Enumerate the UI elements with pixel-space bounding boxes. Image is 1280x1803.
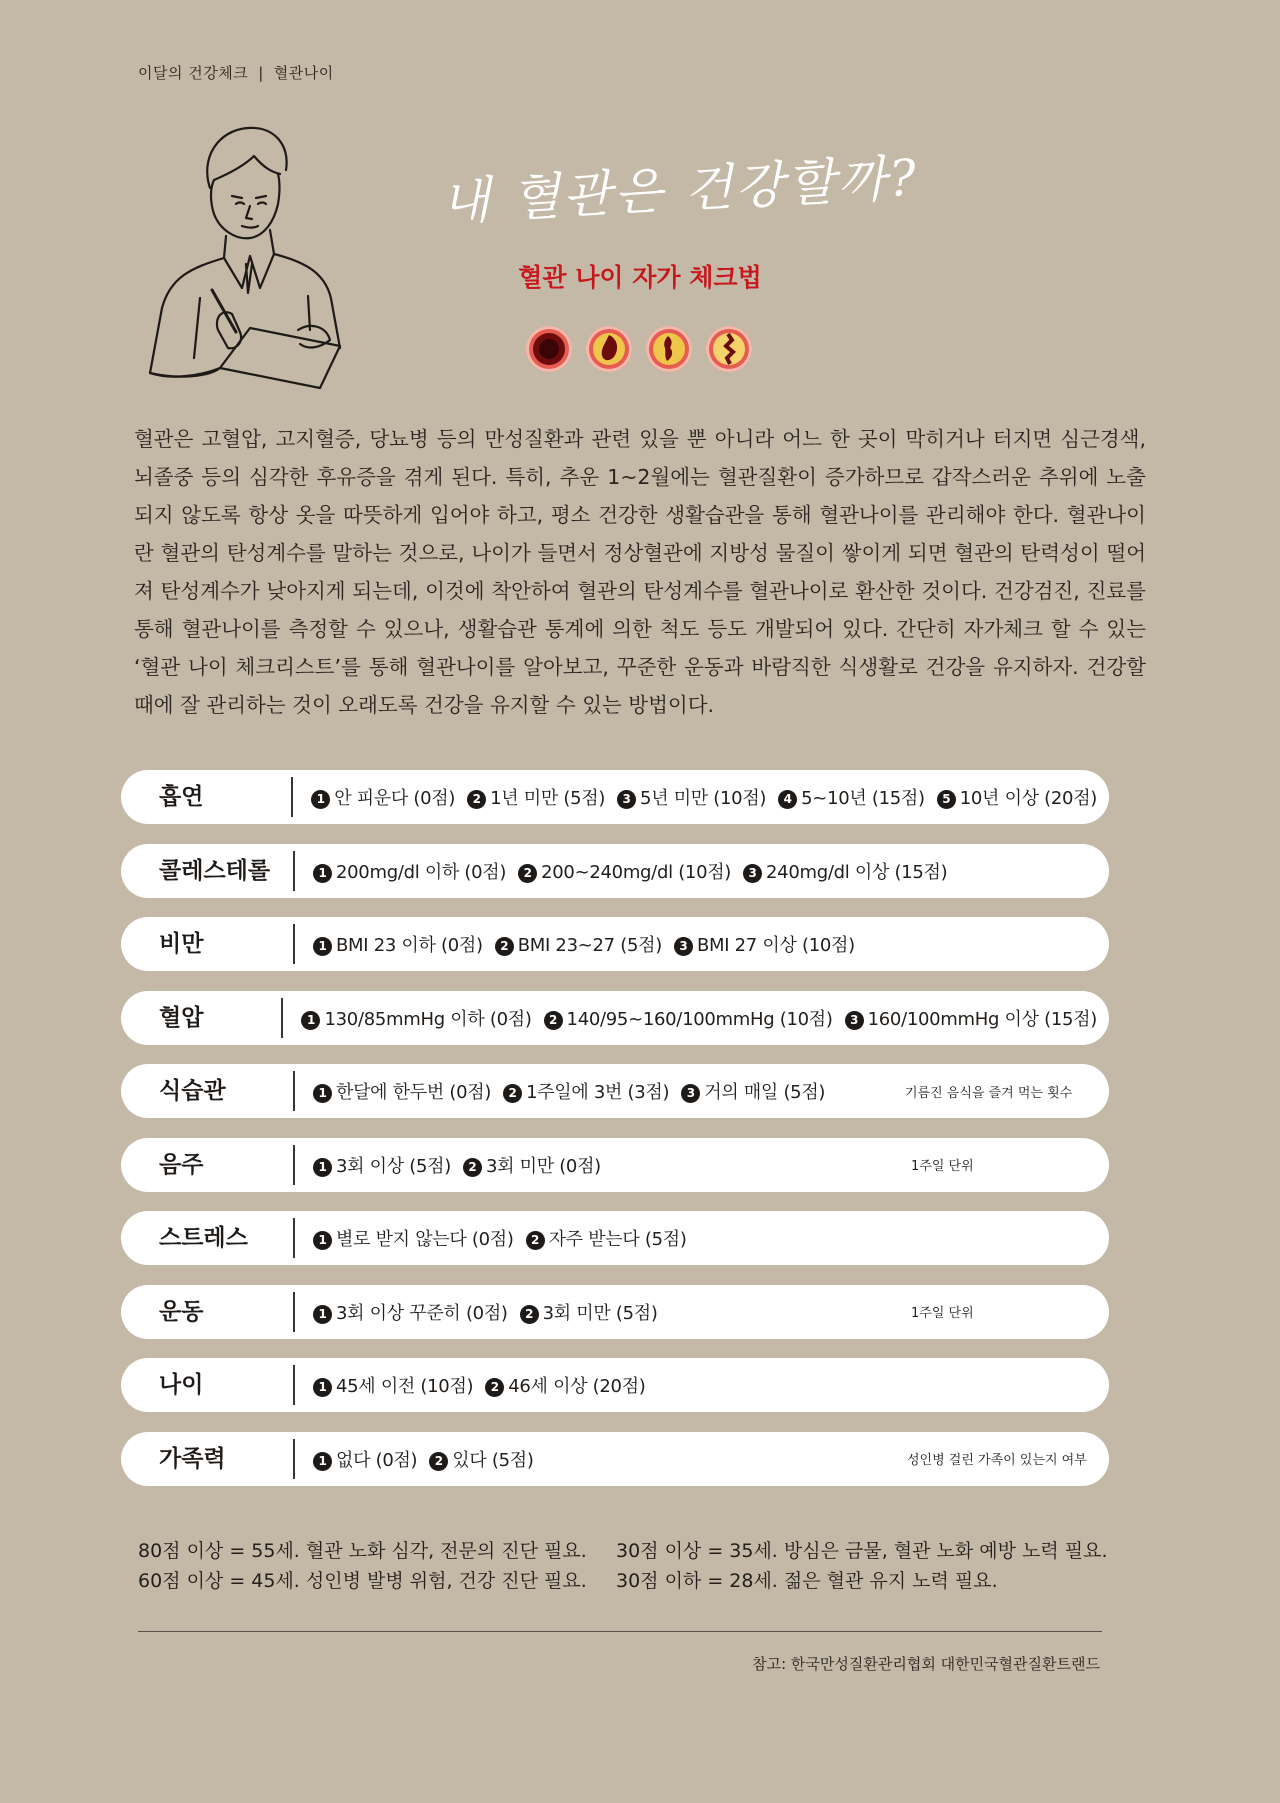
option-number-badge: 2 <box>495 937 514 956</box>
checklist-category: 운동 <box>121 1292 295 1332</box>
option-text: BMI 23~27 (5점) <box>517 935 662 956</box>
checklist-note: 1주일 단위 <box>911 1306 974 1321</box>
option-text: 없다 (0점) <box>336 1449 418 1471</box>
checklist-category: 혈압 <box>121 998 283 1038</box>
checklist-category: 흡연 <box>121 777 293 817</box>
checklist-option <box>313 1229 514 1250</box>
option-text: 3회 이상 (5점) <box>336 1155 451 1177</box>
option-number-badge: 2 <box>485 1378 504 1397</box>
option-text: 46세 이상 (20점) <box>508 1376 646 1397</box>
doctor-writing-illustration <box>140 118 370 408</box>
checklist-option <box>313 935 483 956</box>
result-item: 30점 이상 = 35세. 방심은 금물, 혈관 노화 예방 노력 필요. <box>616 1540 1108 1562</box>
score-results <box>138 1536 1128 1596</box>
checklist-row <box>121 1138 1109 1192</box>
option-number-badge: 2 <box>520 1305 539 1324</box>
checklist-options <box>295 1078 837 1104</box>
checklist-option <box>503 1082 669 1103</box>
option-text: 5년 미만 (10점) <box>640 788 767 809</box>
checklist-row <box>121 770 1109 824</box>
checklist-option <box>845 1009 1097 1030</box>
checklist-option <box>313 862 506 883</box>
option-text: 1주일에 3번 (3점) <box>526 1082 670 1103</box>
option-number-badge: 3 <box>617 790 636 809</box>
option-number-badge: 3 <box>674 937 693 956</box>
option-number-badge: 1 <box>301 1011 320 1030</box>
option-number-badge: 2 <box>526 1231 545 1250</box>
vessel-clogged-icon <box>646 326 692 372</box>
header-topic: 혈관나이 <box>273 64 334 82</box>
checklist-category: 콜레스테롤 <box>121 851 295 891</box>
option-number-badge: 1 <box>313 864 332 883</box>
option-text: 160/100mmHg 이상 (15점) <box>867 1008 1097 1030</box>
checklist-note: 기름진 음식을 즐겨 먹는 횟수 <box>905 1085 1073 1101</box>
option-number-badge: 1 <box>313 1452 332 1471</box>
checklist-option <box>301 1009 531 1030</box>
option-number-badge: 2 <box>518 864 537 883</box>
option-number-badge: 1 <box>313 1378 332 1397</box>
page-title: 내 혈관은 건강할까? <box>440 148 921 232</box>
checklist-option <box>544 1009 833 1030</box>
divider <box>138 1631 1102 1632</box>
checklist-option <box>617 788 766 809</box>
option-text: 130/85mmHg 이하 (0점) <box>324 1008 532 1030</box>
vessel-ruptured-icon <box>706 326 752 372</box>
vessel-narrowing-icon <box>586 326 632 372</box>
checklist-row <box>121 1358 1109 1412</box>
option-number-badge: 2 <box>429 1452 448 1471</box>
option-number-badge: 1 <box>313 1084 332 1103</box>
checklist-options <box>295 1372 658 1398</box>
option-text: 200mg/dl 이하 (0점) <box>336 861 507 883</box>
checklist-row <box>121 1211 1109 1265</box>
checklist-option <box>467 788 605 809</box>
option-text: 1년 미만 (5점) <box>490 788 606 809</box>
checklist-option <box>526 1229 687 1250</box>
option-text: 별로 받지 않는다 (0점) <box>336 1229 514 1250</box>
option-text: 3회 미만 (5점) <box>542 1302 658 1324</box>
option-text: 거의 매일 (5점) <box>704 1082 826 1103</box>
option-number-badge: 1 <box>313 1305 332 1324</box>
checklist-category: 비만 <box>121 924 295 964</box>
option-number-badge: 4 <box>778 790 797 809</box>
option-text: 45세 이전 (10점) <box>336 1376 474 1397</box>
vessel-healthy-icon <box>526 326 572 372</box>
checklist-category: 나이 <box>121 1365 295 1405</box>
option-number-badge: 2 <box>503 1084 522 1103</box>
option-number-badge: 3 <box>681 1084 700 1103</box>
checklist-option <box>495 935 662 956</box>
checklist-options <box>295 1299 670 1325</box>
checklist-option <box>674 935 855 956</box>
checklist-options <box>295 1446 546 1472</box>
option-text: 있다 (5점) <box>452 1449 534 1471</box>
option-text: 자주 받는다 (5점) <box>548 1229 687 1250</box>
checklist-option <box>313 1450 417 1471</box>
checklist-category: 가족력 <box>121 1439 295 1479</box>
reference-note: 참고: 한국만성질환관리협회 대한민국혈관질환트랜드 <box>752 1655 1100 1673</box>
checklist-option <box>313 1376 473 1397</box>
checklist-options <box>295 1225 699 1251</box>
option-number-badge: 1 <box>313 1231 332 1250</box>
header-tag <box>138 62 334 83</box>
checklist-option <box>520 1303 658 1324</box>
checklist-option <box>313 1303 508 1324</box>
header-section: 이달의 건강체크 <box>138 64 249 82</box>
checklist-row <box>121 1285 1109 1339</box>
option-number-badge: 2 <box>463 1158 482 1177</box>
option-text: BMI 23 이하 (0점) <box>336 935 483 956</box>
checklist-options <box>295 1152 613 1178</box>
checklist-option <box>485 1376 645 1397</box>
intro-paragraph: 혈관은 고혈압, 고지혈증, 당뇨병 등의 만성질환과 관련 있을 뿐 아니라 어느 한 곳이 막히거나 터지면 심근경색, 뇌졸중 등의 심각한 후유증을 겪게 된다. 특히, 추운 1~2월에는 혈관질환이 증가하므로 갑작스러운 추위에 노출되지 않도록 항상 옷을 따뜻하게 입어야 하고, 평소 건강한 생활습관을 통해 혈관나이를 관리해야 한다. 혈관나이란 혈관의 탄성계수를 말하는 것으로, 나이가 들면서 정상혈관에 지방성 물질이 쌓이게 되면 혈관의 탄력성이 떨어져 탄성계수가 낮아지게 되는데, 이것에 착안하여 혈관의 탄성계수를 혈관나이로 환산한 것이다. 건강검진, 진료를 통해 혈관나이를 측정할 수 있으나, 생활습관 통계에 의한 척도 등도 개발되어 있다. 간단히 자가체크 할 수 있는 ‘혈관 나이 체크리스트’를 통해 혈관나이를 알아보고, 꾸준한 운동과 바람직한 식생활로 건강을 유지하자. 건강할 때에 잘 관리하는 것이 오래도록 건강을 유지할 수 있는 방법이다. <box>134 427 1146 717</box>
vessel-icons <box>526 326 756 374</box>
option-text: 240mg/dl 이상 (15점) <box>766 861 948 883</box>
result-item: 80점 이상 = 55세. 혈관 노화 심각, 전문의 진단 필요. <box>138 1540 587 1562</box>
checklist-table <box>121 770 1109 1505</box>
checklist-row <box>121 1064 1109 1118</box>
header-separator: | <box>258 64 264 82</box>
checklist-option <box>743 862 947 883</box>
result-item: 30점 이하 = 28세. 젊은 혈관 유지 노력 필요. <box>616 1570 998 1592</box>
option-number-badge: 2 <box>544 1011 563 1030</box>
option-number-badge: 1 <box>313 1158 332 1177</box>
checklist-row <box>121 917 1109 971</box>
option-text: 3회 이상 꾸준히 (0점) <box>336 1302 508 1324</box>
checklist-category: 음주 <box>121 1145 295 1185</box>
checklist-note: 성인병 걸린 가족이 있는지 여부 <box>907 1453 1087 1468</box>
checklist-option <box>518 862 731 883</box>
checklist-option <box>463 1156 601 1177</box>
checklist-row <box>121 844 1109 898</box>
checklist-option <box>429 1450 533 1471</box>
option-text: 10년 이상 (20점) <box>959 788 1097 809</box>
option-number-badge: 5 <box>937 790 956 809</box>
option-text: BMI 27 이상 (10점) <box>696 935 855 956</box>
option-text: 200~240mg/dl (10점) <box>541 861 732 883</box>
checklist-option <box>778 788 925 809</box>
checklist-option <box>937 788 1097 809</box>
checklist-options <box>295 858 959 884</box>
checklist-option <box>681 1082 825 1103</box>
option-number-badge: 3 <box>845 1011 864 1030</box>
checklist-row <box>121 991 1109 1045</box>
checklist-options <box>283 1005 1109 1031</box>
page-subtitle: 혈관 나이 자가 체크법 <box>518 263 762 292</box>
checklist-category: 스트레스 <box>121 1218 295 1258</box>
option-text: 140/95~160/100mmHg (10점) <box>566 1008 833 1030</box>
result-item: 60점 이상 = 45세. 성인병 발병 위험, 건강 진단 필요. <box>138 1570 587 1592</box>
checklist-options <box>295 931 867 957</box>
checklist-category: 식습관 <box>121 1071 295 1111</box>
checklist-option <box>313 1082 491 1103</box>
checklist-note: 1주일 단위 <box>911 1159 974 1174</box>
option-text: 5~10년 (15점) <box>801 788 925 809</box>
option-number-badge: 1 <box>311 790 330 809</box>
option-number-badge: 2 <box>467 790 486 809</box>
checklist-option <box>311 788 455 809</box>
checklist-options <box>293 784 1109 810</box>
option-text: 안 피운다 (0점) <box>334 788 456 809</box>
option-number-badge: 3 <box>743 864 762 883</box>
option-number-badge: 1 <box>313 937 332 956</box>
option-text: 3회 미만 (0점) <box>485 1155 601 1177</box>
option-text: 한달에 한두번 (0점) <box>336 1082 492 1103</box>
checklist-row <box>121 1432 1109 1486</box>
checklist-option <box>313 1156 451 1177</box>
